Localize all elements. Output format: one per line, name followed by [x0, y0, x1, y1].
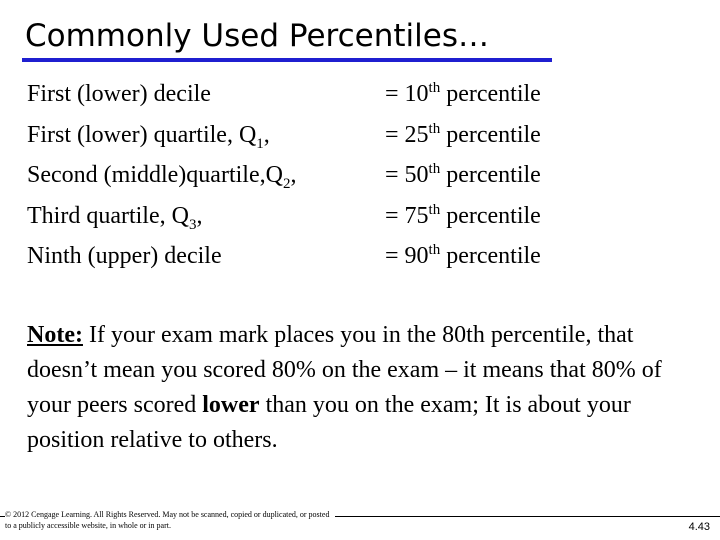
term-subscript: 2: [282, 175, 291, 192]
definition-value: [385, 196, 541, 237]
term-suffix: ,: [290, 162, 297, 188]
term-text: Second (middle)quartile,Q: [27, 162, 283, 188]
value-prefix: = 90: [385, 243, 429, 269]
term-suffix: ,: [263, 121, 270, 148]
term-text: Third quartile, Q: [27, 202, 189, 229]
definition-term: [27, 236, 222, 277]
note-paragraph: [27, 318, 707, 458]
note-emphasis: lower: [202, 392, 260, 418]
value-superscript: th: [428, 80, 441, 96]
term-text: First (lower) decile: [27, 81, 211, 107]
definition-value: [385, 74, 541, 115]
note-text-end: than you on the exam; It is about your position relative to others.: [27, 392, 631, 453]
value-suffix: percentile: [440, 121, 541, 148]
term-subscript: 1: [256, 135, 264, 152]
definition-value: [385, 155, 541, 196]
definition-term: [27, 196, 202, 237]
value-superscript: th: [428, 161, 441, 177]
definition-term: [27, 115, 270, 156]
value-superscript: th: [428, 120, 441, 137]
definition-value: [385, 236, 541, 277]
value-suffix: percentile: [440, 243, 541, 269]
value-suffix: percentile: [440, 81, 541, 107]
value-prefix: = 10: [385, 81, 429, 107]
value-prefix: = 50: [385, 162, 429, 188]
value-superscript: th: [428, 201, 441, 218]
slide-title: Commonly Used Percentiles…: [25, 18, 489, 54]
note-text: If your exam mark places you in the 80th percentile, that doesn’t mean you scored 80% on the exam – it means that 80% of your peers scored: [27, 322, 662, 418]
title-underline: [22, 58, 552, 62]
value-suffix: percentile: [440, 162, 541, 188]
note-label: Note:: [27, 322, 83, 348]
term-suffix: ,: [196, 202, 203, 229]
copyright-notice: © 2012 Cengage Learning. All Rights Reserved. May not be scanned, copied or duplicated, or posted to a publicly accessible website, in whole or in part.: [5, 509, 335, 531]
definition-value: [385, 115, 541, 156]
value-suffix: percentile: [440, 202, 541, 229]
term-subscript: 3: [188, 216, 197, 233]
definition-term: [27, 155, 296, 196]
value-prefix: = 75: [385, 202, 429, 229]
term-text: Ninth (upper) decile: [27, 243, 222, 269]
page-number: 4.43: [688, 521, 710, 533]
definition-term: [27, 74, 211, 115]
term-text: First (lower) quartile, Q: [27, 121, 257, 148]
value-prefix: = 25: [385, 121, 429, 148]
value-superscript: th: [428, 242, 441, 258]
